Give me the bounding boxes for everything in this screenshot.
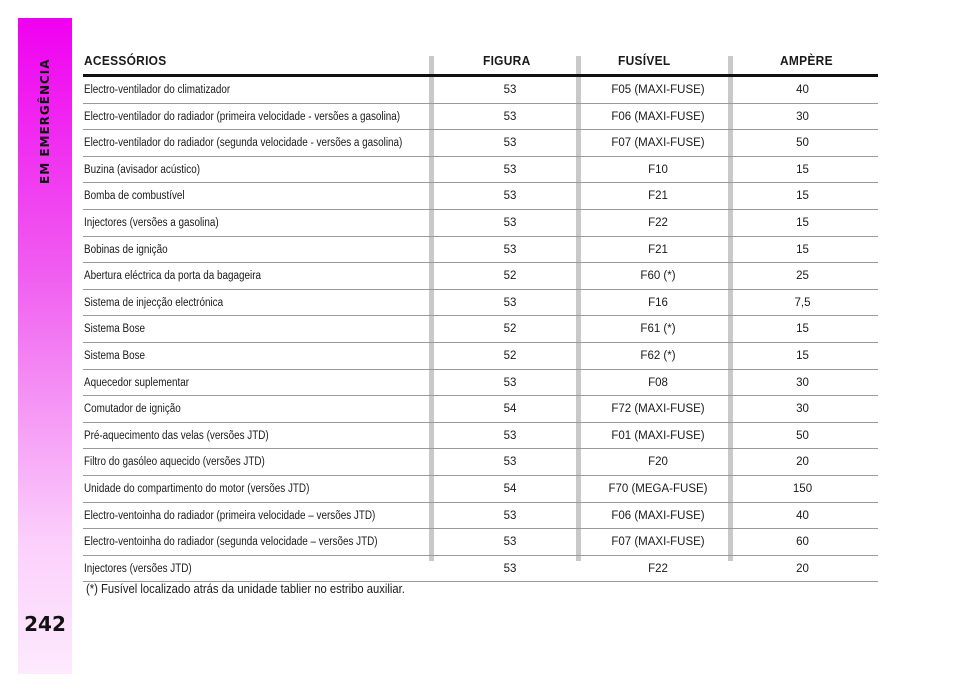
cell-accessory: Electro-ventoinha do radiador (segunda velocidade – versões JTD) [84,536,378,549]
table-row [83,423,878,450]
cell-fuse: F16 [648,296,668,309]
cell-figure: 53 [503,296,517,309]
cell-accessory: Pré-aquecimento das velas (versões JTD) [84,429,269,442]
cell-accessory: Electro-ventoinha do radiador (primeira velocidade – versões JTD) [84,509,376,522]
table-row [83,476,878,503]
cell-figure: 53 [503,243,517,256]
cell-fuse: F22 [648,216,668,229]
header-fuse: FUSÍVEL [618,53,671,68]
cell-fuse: F22 [648,562,668,575]
cell-ampere: 7,5 [794,296,811,309]
cell-ampere: 30 [796,110,809,123]
cell-ampere: 15 [796,323,809,336]
cell-fuse: F61 (*) [640,323,676,336]
header-ampere: AMPÈRE [780,53,833,68]
cell-accessory: Abertura eléctrica da porta da bagageira [84,270,262,283]
table-row [83,449,878,476]
cell-figure: 52 [503,349,517,362]
cell-figure: 53 [503,216,517,229]
cell-fuse: F06 (MAXI-FUSE) [611,509,705,522]
cell-accessory: Electro-ventilador do climatizador [84,84,231,96]
cell-fuse: F21 [648,190,668,203]
footnote: (*) Fusível localizado atrás da unidade tablier no estribo auxiliar. [86,582,405,596]
table-row [83,130,878,157]
table-row [83,290,878,317]
table-row [83,263,878,290]
cell-accessory: Sistema de injecção electrónica [84,296,224,309]
cell-figure: 52 [503,323,517,336]
header-accessories: ACESSÓRIOS [84,53,167,68]
cell-ampere: 60 [796,536,809,549]
cell-ampere: 15 [796,190,809,203]
cell-figure: 53 [503,84,517,96]
table-row [83,556,878,583]
cell-fuse: F10 [648,163,668,176]
cell-ampere: 40 [796,84,809,96]
fuse-table [83,50,878,582]
cell-accessory: Buzina (avisador acústico) [84,163,200,176]
table-row [83,396,878,423]
cell-accessory: Injectores (versões a gasolina) [84,216,219,229]
table-row [83,157,878,184]
cell-accessory: Aquecedor suplementar [84,376,190,389]
cell-figure: 53 [503,429,517,442]
cell-ampere: 30 [796,376,809,389]
cell-ampere: 50 [796,137,809,150]
cell-figure: 54 [503,482,517,495]
cell-fuse: F06 (MAXI-FUSE) [611,110,705,123]
cell-fuse: F07 (MAXI-FUSE) [611,536,705,549]
cell-fuse: F07 (MAXI-FUSE) [611,137,705,150]
cell-figure: 53 [503,562,517,575]
table-row [83,370,878,397]
cell-ampere: 30 [796,403,809,416]
table-row [83,237,878,264]
cell-accessory: Sistema Bose [84,349,146,362]
cell-accessory: Electro-ventilador do radiador (segunda velocidade - versões a gasolina) [84,137,403,150]
cell-ampere: 150 [792,482,813,495]
cell-accessory: Injectores (versões JTD) [84,562,192,575]
section-label: EM EMERGÊNCIA [38,58,52,184]
cell-fuse: F70 (MEGA-FUSE) [608,482,708,495]
cell-ampere: 20 [796,562,809,575]
cell-figure: 53 [503,163,517,176]
cell-figure: 53 [503,536,517,549]
cell-fuse: F72 (MAXI-FUSE) [611,403,705,416]
cell-fuse: F62 (*) [640,349,676,362]
cell-figure: 53 [503,509,517,522]
cell-figure: 53 [503,110,517,123]
cell-figure: 53 [503,456,517,469]
table-row [83,183,878,210]
table-row [83,104,878,131]
cell-ampere: 15 [796,243,809,256]
cell-fuse: F20 [648,456,668,469]
table-header [83,50,878,77]
cell-accessory: Bomba de combustível [84,190,185,203]
cell-figure: 54 [503,403,517,416]
table-row [83,316,878,343]
cell-figure: 52 [503,270,517,283]
cell-accessory: Unidade do compartimento do motor (versões JTD) [84,482,310,495]
cell-ampere: 50 [796,429,809,442]
table-row [83,343,878,370]
table-row [83,210,878,237]
cell-fuse: F60 (*) [640,270,676,283]
table-row [83,77,878,104]
header-figure: FIGURA [483,53,531,68]
cell-accessory: Comutador de ignição [84,403,181,416]
cell-fuse: F08 [648,376,668,389]
cell-ampere: 40 [796,509,809,522]
cell-accessory: Sistema Bose [84,323,146,336]
cell-figure: 53 [503,190,517,203]
cell-ampere: 15 [796,216,809,229]
cell-fuse: F05 (MAXI-FUSE) [611,84,705,96]
cell-accessory: Filtro do gasóleo aquecido (versões JTD) [84,456,265,469]
cell-accessory: Electro-ventilador do radiador (primeira velocidade - versões a gasolina) [84,110,401,123]
cell-ampere: 25 [796,270,809,283]
cell-figure: 53 [503,376,517,389]
cell-ampere: 15 [796,163,809,176]
cell-ampere: 20 [796,456,809,469]
cell-fuse: F01 (MAXI-FUSE) [611,429,705,442]
table-row [83,503,878,530]
cell-figure: 53 [503,137,517,150]
table-body [83,77,878,582]
cell-fuse: F21 [648,243,668,256]
cell-ampere: 15 [796,349,809,362]
page-number: 242 [24,612,66,636]
table-row [83,529,878,556]
cell-accessory: Bobinas de ignição [84,243,168,256]
